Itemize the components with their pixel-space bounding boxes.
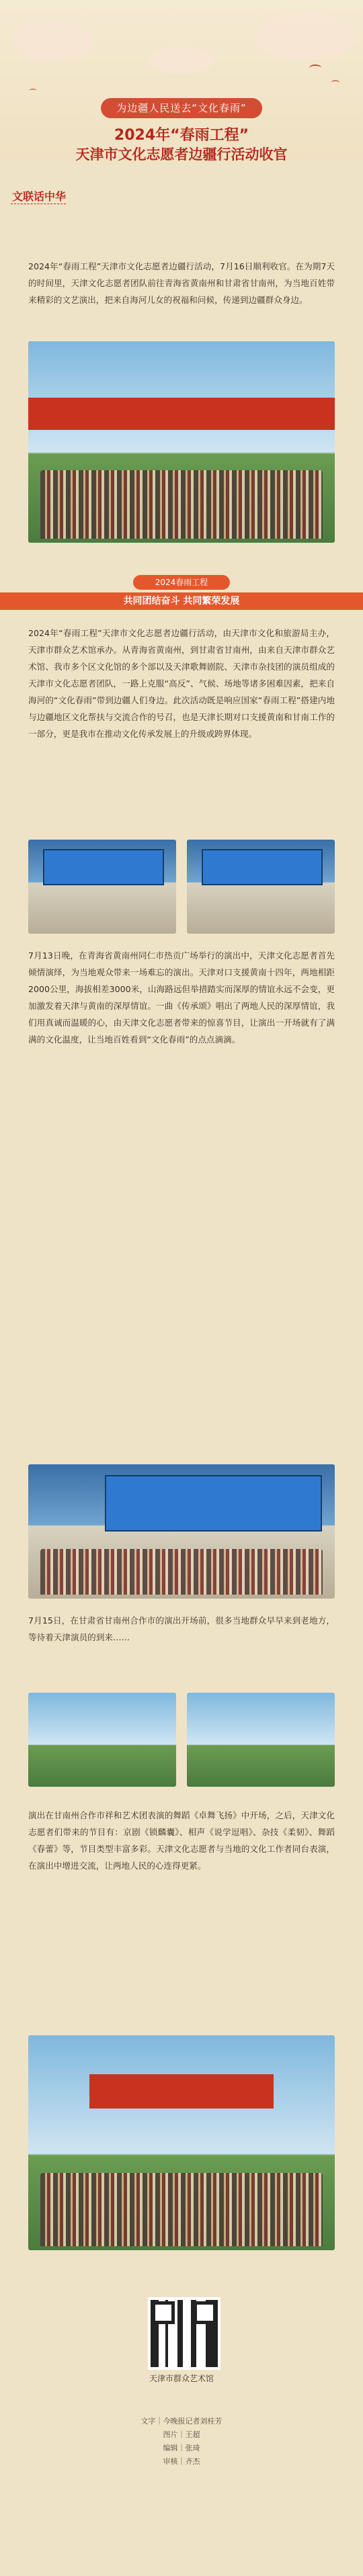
stage-screen — [202, 849, 323, 885]
credit-photo: 图片｜王超 — [163, 2430, 200, 2439]
crowd-figures — [40, 2173, 323, 2246]
section-pill: 2024春雨工程 — [133, 575, 230, 590]
crowd-figures — [40, 470, 323, 539]
intro-paragraph: 2024年“春雨工程”天津市文化志愿者边疆行活动，7月16日顺利收官。在为期7天的时间里，天津文化志愿者团队前往青海省黄南州和甘肃省甘南州，为当地百姓带来精彩的文艺演出，把来自海河儿女的祝福和问候，传递到边疆群众身边。 — [28, 261, 335, 305]
stage-banner — [28, 398, 335, 430]
stage-banner — [89, 2074, 274, 2108]
body-paragraph-3: 7月15日，在甘肃省甘南州合作市的演出开场前，很多当地群众早早来到老地方，等待着天津演员的到来…… — [28, 1615, 335, 1642]
credit-edit: 编辑｜张琦 — [163, 2444, 200, 2452]
performance-photo — [28, 840, 176, 934]
section-ribbon: 共同团结奋斗 共同繁荣发展 — [0, 592, 363, 610]
cloud-decoration — [255, 13, 356, 60]
body-paragraph-4: 演出在甘南州合作市祥和艺术团表演的舞蹈《卓舞飞扬》中开场，之后，天津文化志愿者们带来的节目有：京剧《锁麟囊》、相声《说学逗唱》、杂技《柔韧》、舞蹈《春蕾》等，节目类型丰富多彩。天津文化志愿者与当地的文化工作者同台表演，在演出中增进交流，让两地人民的心连得更紧。 — [28, 1810, 335, 1871]
performance-photo — [28, 1464, 335, 1599]
performance-photo — [187, 1693, 335, 1787]
qr-caption: 天津市群众艺术馆 — [149, 2374, 214, 2383]
performance-photo — [187, 840, 335, 934]
page-title-line1: 2024年“春雨工程” — [114, 127, 249, 144]
bird-icon — [331, 81, 340, 85]
performance-photo — [28, 1693, 176, 1787]
stage-screen — [43, 849, 164, 885]
header-tagline: 为边疆人民送去“文化春雨” — [101, 98, 262, 118]
event-photo — [28, 341, 335, 543]
group-photo — [28, 2035, 335, 2250]
cloud-decoration — [13, 20, 94, 60]
header-banner — [0, 0, 363, 161]
credit-text: 文字｜今晚报记者刘桂芳 — [140, 2417, 223, 2426]
stage-screen — [105, 1475, 322, 1531]
cloud-decoration — [148, 47, 215, 74]
crowd-figures — [40, 1549, 323, 1595]
section-label: 文联话中华 — [11, 188, 66, 204]
credit-review: 审核｜齐杰 — [163, 2457, 200, 2466]
body-paragraph-2: 7月13日晚，在青海省黄南州同仁市热贡广场举行的演出中，天津文化志愿者首先倾情演绎，为当地观众带来一场难忘的演出。天津对口支援黄南十四年，两地相距2000公里，海拔相差3000米，山海路远但举措踏实而深厚的情谊永远不会变，更加激发着天津与黄南的深厚情谊。一曲《传承颂》唱出了两地人民的深厚情谊，我们用真诚而温暖的心，由天津文化志愿者带来的惊喜节目，让演出一开场就有了满满的文化温度，让当地百姓看到“文化春雨”的点点滴滴。 — [28, 950, 335, 1045]
bird-icon — [30, 89, 37, 93]
qr-code[interactable] — [148, 2297, 220, 2370]
page-title-line2: 天津市文化志愿者边疆行活动收官 — [75, 146, 288, 161]
body-paragraph-1: 2024年“春雨工程”天津市文化志愿者边疆行活动，由天津市文化和旅游局主办，天津市群众艺术馆承办。从青海省黄南州，到甘肃省甘南州，由来自天津市群众艺术馆、我市多个区文化馆的多个部以及天津歌舞剧院、天津市杂技团的演员组成的天津市文化志愿者团队，一路上克服“高反”、气候、场地等诸多困难因素，把来自海河的“文化春雨”带到边疆人们身边。此次活动既是响应国家“春雨工程”搭建内地与边疆地区文化帮扶与交流合作的号召，也是天津长期对口支援黄南和甘南工作的一部分，更是我市在推动文化传承发展上的升级或跨界体现。 — [28, 628, 335, 739]
bird-icon — [309, 64, 321, 71]
